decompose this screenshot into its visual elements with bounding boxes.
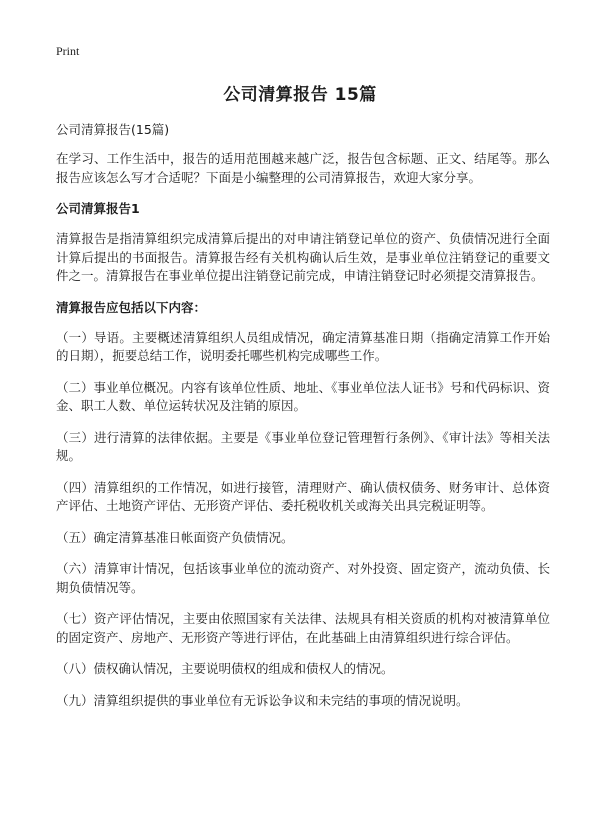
list-item: （二）事业单位概况。内容有该单位性质、地址、《事业单位法人证书》号和代码标识、资金、职工人数、单位运转状况及注销的原因。 (56, 379, 550, 413)
list-item: （七）资产评估情况，主要由依照国家有关法律、法规具有相关资质的机构对被清算单位的固定资产、房地产、无形资产等进行评估，在此基础上由清算组织进行综合评估。 (56, 611, 550, 645)
document-subtitle: 公司清算报告(15篇) (56, 122, 170, 137)
print-label: Print (56, 44, 80, 58)
section-heading-1: 公司清算报告1 (56, 201, 140, 216)
list-item: （八）债权确认情况，主要说明债权的组成和债权人的情况。 (56, 661, 394, 676)
list-item: （一）导语。主要概述清算组织人员组成情况，确定清算基准日期（指确定清算工作开始的日期），扼要总结工作，说明委托哪些机构完成哪些工作。 (56, 329, 550, 363)
list-item: （四）清算组织的工作情况，如进行接管，清理财产、确认债权债务、财务审计、总体资产评估、土地资产评估、无形资产评估、委托税收机关或海关出具完税证明等。 (56, 479, 550, 513)
list-item: （九）清算组织提供的事业单位有无诉讼争议和未完结的事项的情况说明。 (56, 692, 469, 708)
document-body (56, 121, 550, 723)
intro-paragraph: 在学习、工作生活中，报告的适用范围越来越广泛，报告包含标题、正文、结尾等。那么报告应该怎么写才合适呢？下面是小编整理的公司清算报告，欢迎大家分享。 (56, 151, 550, 185)
list-item: （五）确定清算基准日帐面资产负债情况。 (56, 529, 294, 545)
section-1-paragraph: 清算报告是指清算组织完成清算后提出的对申请注销登记单位的资产、负债情况进行全面计算后提出的书面报告。清算报告经有关机构确认后生效，是事业单位注销登记的重要文件之一。清算报告在事业单位提出注销登记前完成，申请注销登记时必须提交清算报告。 (56, 231, 550, 283)
list-item: （三）进行清算的法律依据。主要是《事业单位登记管理暂行条例》、《审计法》等相关法规。 (56, 429, 550, 463)
section-heading-2: 清算报告应包括以下内容： (56, 299, 207, 315)
document-title: 公司清算报告 15篇 (223, 85, 377, 105)
list-item: （六）清算审计情况，包括该事业单位的流动资产、对外投资、固定资产，流动负债、长期负债情况等。 (56, 561, 550, 595)
